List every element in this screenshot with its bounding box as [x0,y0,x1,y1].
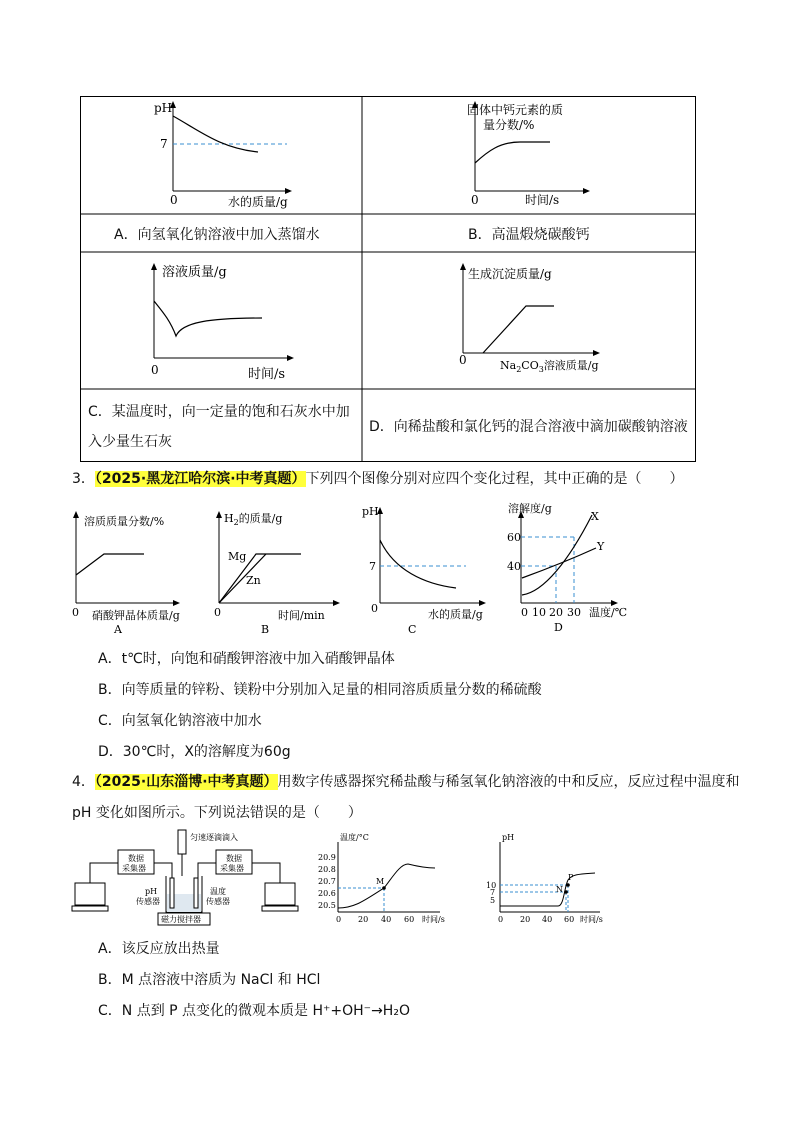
svg-text:20: 20 [358,915,369,924]
caption-a: A．向氢氧化钠溶液中加入蒸馏水 [114,227,320,243]
svg-text:采集器: 采集器 [122,864,146,873]
svg-text:7: 7 [490,888,496,897]
svg-text:40: 40 [381,915,392,924]
q3-option-b[interactable]: B．向等质量的锌粉、镁粉中分别加入足量的相同溶质质量分数的稀硫酸 [98,682,542,698]
svg-text:D: D [554,621,563,634]
svg-text:20: 20 [520,915,531,924]
caption-c-2: 入少量生石灰 [88,434,172,450]
chart-b-y-axis-1: 固体中钙元素的质 [467,103,564,117]
svg-text:温度/°C: 温度/°C [340,833,369,842]
svg-text:时间/s: 时间/s [580,915,603,924]
svg-text:C: C [408,623,417,636]
svg-text:40: 40 [542,915,553,924]
svg-text:硝酸钾晶体质量/g: 硝酸钾晶体质量/g [92,609,180,622]
chart-c-x-axis: 时间/s [248,367,286,382]
svg-text:0: 0 [336,915,342,924]
svg-text:5: 5 [490,896,496,905]
q4-option-a[interactable]: A．该反应放出热量 [98,941,220,957]
svg-text:时间/min: 时间/min [278,609,325,622]
chart-c-origin: 0 [151,363,159,377]
svg-text:20.7: 20.7 [318,877,336,886]
svg-text:7: 7 [369,560,376,573]
svg-text:数据: 数据 [128,854,144,863]
chart-d-y-axis: 生成沉淀质量/g [468,267,552,281]
chart-a-y-axis: pH [154,101,173,115]
svg-text:10: 10 [532,606,546,619]
svg-text:pH: pH [362,505,379,518]
svg-text:N: N [556,885,563,894]
svg-text:A: A [114,623,122,636]
chart-b-x-axis: 时间/s [525,193,560,207]
svg-text:温度/℃: 温度/℃ [589,606,628,619]
question-3-source: （2025·黑龙江哈尔滨·中考真题） [94,471,306,487]
svg-text:20.9: 20.9 [318,853,336,862]
question-4-stem-2: pH 变化如图所示。下列说法错误的是（ ） [72,805,362,821]
q3-fig-b [214,511,340,636]
caption-d: D．向稀盐酸和氯化钙的混合溶液中滴加碳酸钠溶液 [369,419,688,435]
apparatus [72,830,298,925]
svg-text:M: M [376,877,385,886]
chart-a-ref: 7 [160,137,168,151]
svg-text:温度: 温度 [210,887,226,896]
chart-b-y-axis-2: 量分数/% [483,118,535,132]
question-3-stem [72,469,684,489]
chart-a-origin: 0 [170,193,178,207]
svg-text:0: 0 [498,915,504,924]
q4-option-c[interactable]: C．N 点到 P 点变化的微观本质是 H⁺+OH⁻→H₂O [98,1003,410,1019]
svg-text:20.5: 20.5 [318,901,336,910]
svg-text:0: 0 [521,606,528,619]
q3-option-d[interactable]: D．30℃时，X的溶解度为60g [98,744,291,760]
caption-c-1: C．某温度时，向一定量的饱和石灰水中加 [88,404,350,420]
caption-b: B．高温煅烧碳酸钙 [468,227,590,243]
chart-b [467,101,590,207]
svg-text:20.6: 20.6 [318,889,336,898]
svg-text:0: 0 [214,606,221,619]
question-4-stem-1 [72,772,740,792]
svg-text:溶解度/g: 溶解度/g [508,502,552,515]
question-3-number: 3． [72,471,95,487]
svg-text:X: X [591,510,599,523]
question-3-text: 下列四个图像分别对应四个变化过程，其中正确的是（ ） [305,471,684,487]
svg-text:匀速逐滴滴入: 匀速逐滴滴入 [190,833,238,842]
q4-option-b[interactable]: B．M 点溶液中溶质为 NaCl 和 HCl [98,972,321,988]
svg-text:磁力搅拌器: 磁力搅拌器 [161,915,201,924]
q3-option-a[interactable]: A．t℃时，向饱和硝酸钾溶液中加入硝酸钾晶体 [98,651,395,667]
svg-text:数据: 数据 [226,854,242,863]
temperature-chart [318,832,445,924]
question-3-figures [64,500,664,638]
q3-fig-d [507,501,627,634]
svg-text:20: 20 [549,606,563,619]
chart-b-origin: 0 [471,193,479,207]
svg-text:60: 60 [564,915,575,924]
chart-c-y-axis: 溶液质量/g [162,265,227,280]
chart-a-x-axis: 水的质量/g [228,195,288,209]
chart-d [459,263,600,374]
q3-option-c[interactable]: C．向氢氧化钠溶液中加水 [98,713,262,729]
svg-text:0: 0 [72,606,79,619]
svg-text:10: 10 [486,881,497,890]
svg-text:0: 0 [371,602,378,615]
ph-chart [486,833,603,924]
svg-text:pH: pH [502,833,515,842]
svg-text:Mg: Mg [228,550,247,563]
svg-text:P: P [568,873,574,882]
svg-text:Y: Y [597,540,605,553]
svg-text:60: 60 [404,915,415,924]
question-4-number: 4． [72,774,95,790]
chart-d-x-axis: $Na_2CO_3$溶液质量/g [500,359,599,374]
svg-text:20.8: 20.8 [318,865,336,874]
svg-text:时间/s: 时间/s [422,915,445,924]
svg-text:溶质质量分数/%: 溶质质量分数/% [84,515,165,528]
chart-a [154,101,292,209]
svg-text:40: 40 [507,560,521,573]
svg-text:水的质量/g: 水的质量/g [428,608,483,621]
svg-text:B: B [261,623,270,636]
question-4-text-1: 用数字传感器探究稀盐酸与稀氢氧化钠溶液的中和反应，反应过程中温度和 [277,774,740,790]
svg-text:采集器: 采集器 [220,864,244,873]
question-4-figures [70,828,630,928]
svg-text:传感器: 传感器 [136,897,160,906]
svg-text:传感器: 传感器 [206,897,230,906]
q3-fig-a [72,511,180,636]
q3-fig-c [362,505,486,636]
svg-text:30: 30 [567,606,581,619]
question-4-source: （2025·山东淄博·中考真题） [94,774,278,790]
svg-text:60: 60 [507,531,521,544]
chart-c [151,263,294,382]
svg-text:pH: pH [145,887,158,896]
svg-text:H2的质量/g: $H_2$的质量/g [224,512,283,527]
svg-text:Zn: Zn [246,574,261,587]
chart-d-origin: 0 [459,353,467,367]
